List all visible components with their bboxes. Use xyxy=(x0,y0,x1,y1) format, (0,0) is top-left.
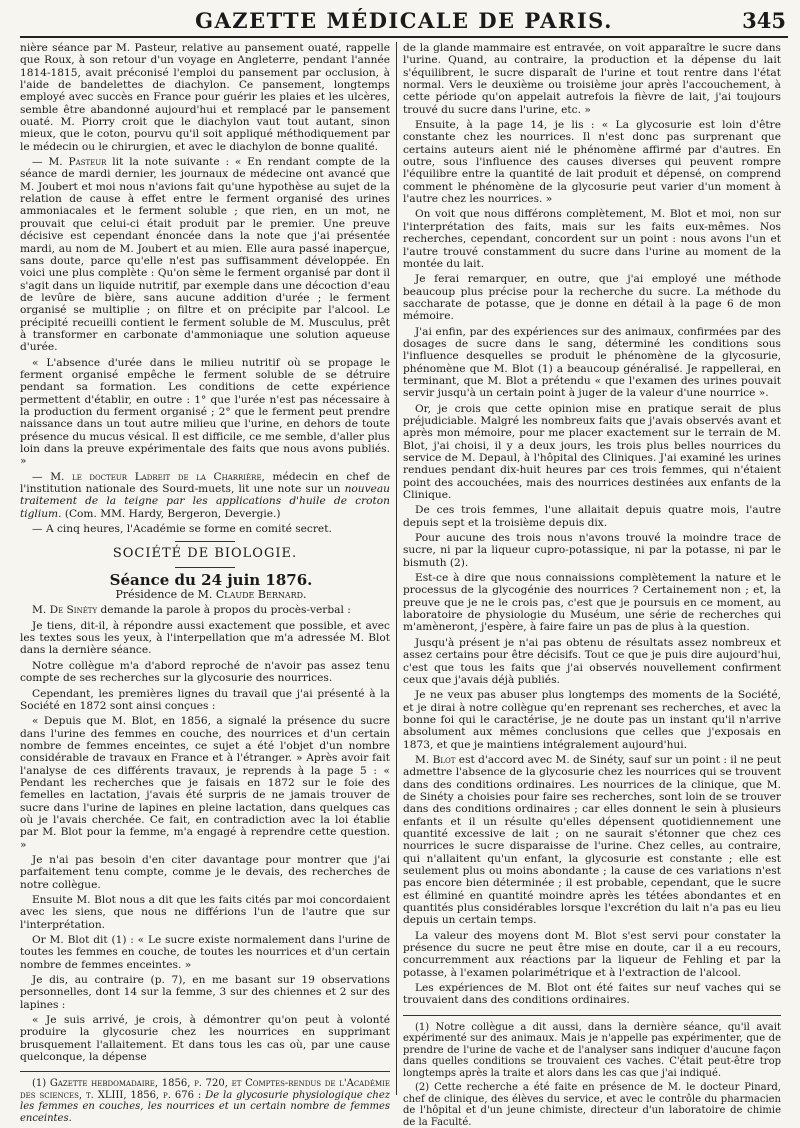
paragraph: Je n'ai pas besoin d'en citer davantage pour montrer que j'ai parfaitement tenu compte, comme je le devais, des recherches de notre collègue. xyxy=(20,853,390,891)
paragraph: De ces trois femmes, l'une allaitait depuis quatre mois, l'autre depuis sept et la troisième depuis dix. xyxy=(403,504,781,529)
paragraph: J'ai enfin, par des expériences sur des animaux, confirmées par des dosages de sucre dans le sang, déterminé les conditions sous l'influence desquelles se produit le phénomène de la glycosurie, phénomène que M. Blot (1) a beaucoup généralisé. Je rappellerai, en terminant, que M. Blot a prétendu « que l'examen des urines pouvait servir jusqu'à un certain point à juger de la valeur d'une nourrice ». xyxy=(403,325,781,400)
section-rule xyxy=(175,541,235,542)
presidence-line xyxy=(20,589,390,601)
presidence-text: Présidence de M. xyxy=(115,588,216,602)
paragraph xyxy=(20,156,390,354)
paragraph-text: (Com. MM. Hardy, Bergeron, Devergie.) xyxy=(61,507,281,520)
paragraph: Est-ce à dire que nous connaissions complètement la nature et le processus de la glycogénie des nourrices ? Certainement non ; et, la preuve que je ne le crois pas, c'est que je poursuis en ce moment, au laboratoire de physiologie du Muséum, une série de recherches qui m'amèneront, j'espère, à faire faire un pas de plus à la question. xyxy=(403,572,781,634)
president-name: Claude Bernard. xyxy=(215,588,307,602)
footnote-italic: De la glycosurie physiologique chez les femmes en couches, les nourrices et un certain nombre de femmes enceintes. xyxy=(20,1089,390,1124)
paragraph xyxy=(20,604,390,616)
paragraph-text: est d'accord avec M. de Sinéty, sauf sur un point : il ne peut admettre l'absence de la glycosurie chez les nourrices qui se trouvent dans des conditions ordinaires. Les nourrices de la clinique, que M. de Sinéty a choisies pour faire ses recherches, sont loin de se trouver dans des conditions ordinaires ; car elles donnent le sein à plusieurs enfants et il un résulte qu'elles dépensent quotidiennement une quantité excessive de lait ; on ne saurait s'étonner que chez ces nourrices le sucre disparaisse de l'urine. Chez celles, au contraire, qui n'allaitent qu'un enfant, la glycosurie est constante ; elle est seulement plus ou moins abondante ; la cause de ces variations n'est pas encore bien déterminée ; il est probable, cependant, que le sucre est éliminé en quantité moindre après les tétées abondantes et en quantités plus considérables lorsque l'excrétion du lait n'a pas eu lieu depuis un certain temps. xyxy=(403,753,782,927)
speaker-name: M. Blot xyxy=(415,753,456,766)
paragraph: Les expériences de M. Blot ont été faites sur neuf vaches qui se trouvaient dans des conditions ordinaires. xyxy=(403,982,781,1007)
italic-title: nouveau traitement de la teigne par les applications d'huile de croton tiglium. xyxy=(20,483,390,520)
paragraph: « Depuis que M. Blot, en 1856, a signalé la présence du sucre dans l'urine des femmes en couche, des nourrices et d'un certain nombre de femmes enceintes, ce sujet a été l'objet d'un nombre considérable de travaux en France et à l'étranger. » Après avoir fait l'analyse de ces différents travaux, je reprends à la page 5 : « Pendant les recherches que je faisais en 1872 sur le foie des femelles en lactation, j'avais été surpris de ne jamais trouver de sucre dans l'urine de lapines en pleine lactation, dans quelques cas où je l'avais cherchée. Ce fait, en contradiction avec la loi établie par M. Blot pour la femme, m'a engagé à reprendre cette question. » xyxy=(20,715,390,851)
page-header xyxy=(20,6,788,38)
speaker-name: M. De Sinéty xyxy=(32,604,98,617)
seance-title: Séance du 24 juin 1876. xyxy=(109,570,313,589)
section-rule xyxy=(175,567,235,568)
paragraph: « L'absence d'urée dans le milieu nutritif où se propage le ferment organisé empêche le ferment soluble de se détruire pendant sa formation. Les conditions de cette expérience permettent d'établir, en outre : 1° que l'urée n'est pas nécessaire à la production du ferment organisé ; 2° que le ferment peut prendre naissance dans un tout autre milieu que l'urine, en dehors de toute présence du mucus vésical. Il est difficile, ce me semble, d'aller plus loin dans la preuve expérimentale des faits que nous avons publiés. » xyxy=(20,356,390,468)
paragraph: Notre collègue m'a d'abord reproché de n'avoir pas assez tenu compte de ses recherches sur la glycosurie des nourrices. xyxy=(20,659,390,685)
paragraph: nière séance par M. Pasteur, relative au pansement ouaté, rappelle que Roux, à son retour d'un voyage en Angleterre, pendant l'année 1814-1815, avait préconisé l'emploi du pansement par occlusion, à l'aide de bandelettes de diachylon. Ce pansement, longtemps employé avec succès en France pour guérir les plaies et les ulcères, semble être abandonné aujourd'hui et remplacé par le pansement ouaté. M. Piorry croit que le diachylon vaut tout autant, sinon mieux, que le coton, pourvu qu'il soit appliqué méthodiquement par le médecin ou le chirurgien, et avec le diachylon de bonne qualité. xyxy=(20,42,390,153)
footnote-text: (1) Gazette hebdomadaire, 1856, p. 720, et Comptes-rendus de l'Académie des sciences, t. XLIII, 1856, p. 676 : xyxy=(20,1078,390,1101)
paragraph xyxy=(403,754,781,927)
footnote-separator xyxy=(403,1015,781,1016)
paragraph: Or, je crois que cette opinion mise en pratique serait de plus préjudiciable. Malgré les nombreux faits que j'avais observés avant et après mon mémoire, pour me placer exactement sur le terrain de M. Blot, j'ai choisi, il y a deux jours, les trois plus belles nourrices du service de M. Depaul, à l'hôpital des Cliniques. J'ai examiné les urines rendues pendant dix-huit heures par ces trois femmes, qui n'étaient point des accouchées, mais des nourrices destinées aux enfants de la Clinique. xyxy=(403,402,781,502)
column-divider xyxy=(396,42,397,1095)
paragraph: de la glande mammaire est entravée, on voit apparaître le sucre dans l'urine. Quand, au contraire, la production et la dépense du lait s'équilibrent, le sucre disparaît de l'urine et tout rentre dans l'état normal. Vers le deuxième ou troisième jour après l'accouchement, à cette période qu'on appelait autrefois la fièvre de lait, j'ai toujours trouvé du sucre dans l'urine, etc. » xyxy=(403,42,781,116)
paragraph: Or M. Blot dit (1) : « Le sucre existe normalement dans l'urine de toutes les femmes en couche, de toutes les nourrices et d'un certain nombre de femmes enceintes. » xyxy=(20,934,390,971)
paragraph: « Je suis arrivé, je crois, à démontrer qu'on peut à volonté produire la glycosurie chez les nourrices en supprimant brusquement l'allaitement. Et dans tous les cas où, par une cause quelconque, la dépense xyxy=(20,1014,390,1064)
footnote: (2) Cette recherche a été faite en présence de M. le docteur Pinard, chef de clinique, des élèves du service, et avec le contrôle du pharmacien de l'hôpital et d'un jeune chimiste, directeur d'un laboratoire de chimie de la Faculté. xyxy=(403,1082,781,1128)
speaker-name: — M. Pasteur xyxy=(32,156,107,169)
paragraph: Je ferai remarquer, en outre, que j'ai employé une méthode beaucoup plus précise pour la recherche du sucre. La méthode du saccharate de potasse, que je donne en détail à la page 6 de mon mémoire. xyxy=(403,273,781,323)
paragraph xyxy=(20,471,390,520)
left-column xyxy=(20,42,390,1124)
paragraph: On voit que nous différons complètement, M. Blot et moi, non sur l'interprétation des faits, mais sur les faits eux-mêmes. Nos recherches, cependant, concordent sur un point : nous avons l'un et l'autre trouvé constamment du sucre dans l'urine au moment de la montée du lait. xyxy=(403,208,781,270)
journal-title: GAZETTE MÉDICALE DE PARIS. xyxy=(195,8,613,33)
section-title: SOCIÉTÉ DE BIOLOGIE. xyxy=(112,546,298,562)
paragraph-text: médecin en chef de l'institution nationale des Sourd-muets, lit une note sur un xyxy=(20,470,390,496)
paragraph: Je tiens, dit-il, à répondre aussi exactement que possible, et avec les textes sous les yeux, à l'interpellation que m'a adressée M. Blot dans la dernière séance. xyxy=(20,619,390,657)
paragraph: — A cinq heures, l'Académie se forme en comité secret. xyxy=(32,523,332,536)
paragraph: Pour aucune des trois nous n'avons trouvé la moindre trace de sucre, ni par la liqueur cupro-potassique, ni par la potasse, ni par le bismuth (2). xyxy=(403,532,781,569)
paragraph: La valeur des moyens dont M. Blot s'est servi pour constater la présence du sucre ne peut être mise en doute, car il a eu recours, concurremment aux réactions par la liqueur de Fehling et par la potasse, à l'examen polarimétrique et à l'extraction de l'alcool. xyxy=(403,929,781,979)
paragraph: Je ne veux pas abuser plus longtemps des moments de la Société, et je dirai à notre collègue qu'en reprenant ses recherches, et avec la bonne foi qui le caractérise, je ne doute pas un instant qu'il n'arrive absolument aux mêmes conclusions que celles que j'exposais en 1873, et que je maintiens intégralement aujourd'hui. xyxy=(403,689,781,751)
paragraph: Jusqu'à présent je n'ai pas obtenu de résultats assez nombreux et assez certains pour être décisifs. Tout ce que je puis dire aujourd'hui, c'est que tous les faits que j'ai observés nouvellement confirment ceux que j'avais déjà publiés. xyxy=(403,636,781,686)
speaker-name: — M. le docteur Ladreit de la Charrière, xyxy=(32,470,265,483)
footnote: (1) Notre collègue a dit aussi, dans la dernière séance, qu'il avait expérimenté sur des animaux. Mais je n'appelle pas expérimenter, que de prendre de l'urine de vache et de l'analyser sans indiquer d'aucune façon dans quelles conditions se trouvaient ces vaches. C'était peut-être trop longtemps après la traite et alors dans les cas que j'ai indiqué. xyxy=(403,1021,781,1079)
footnote xyxy=(20,1078,390,1124)
paragraph-text: demande la parole à propos du procès-verbal : xyxy=(97,604,351,617)
right-column xyxy=(403,42,782,1128)
paragraph: Cependant, les premières lignes du travail que j'ai présenté à la Société en 1872 sont ainsi conçues : xyxy=(20,687,390,712)
paragraph: Je dis, au contraire (p. 7), en me basant sur 19 observations personnelles, dont 14 sur la femme, 3 sur des chiennes et 2 sur des lapines : xyxy=(20,974,390,1011)
paragraph-text: lit la note suivante : « En rendant compte de la séance de mardi dernier, les journaux de médecine ont avancé que M. Joubert et moi nous n'avions fait qu'une hypothèse au sujet de la relation de cause à effet entre le ferment organisé des urines ammoniacales et le ferment soluble ; que rien, en un mot, ne prouvait que celui-ci était produit par le premier. Une preuve décisive est cependant énoncée dans la note que j'ai présentée mardi, au nom de M. Joubert et au mien. Elle aura passé inaperçue, sans doute, parce qu'elle n'est pas suffisamment développée. En voici une plus complète : Qu'on sème le ferment organisé par dont il s'agit dans un liquide nutritif, par exemple dans une décoction d'eau de levûre de bière, sans aucune addition d'urée ; le ferment organisé se multiplie ; on filtre et on précipite par l'alcool. Le précipité recueilli contient le ferment soluble de M. Musculus, prêt à transformer en carbonate d'ammoniaque une solution aqueuse d'urée. xyxy=(20,156,390,354)
page-number: 345 xyxy=(742,8,786,33)
paragraph: Ensuite M. Blot nous a dit que les faits cités par moi concordaient avec les siens, que nous ne différions l'un de l'autre que sur l'interprétation. xyxy=(20,894,390,931)
footnote-separator xyxy=(20,1071,390,1072)
paragraph: Ensuite, à la page 14, je lis : « La glycosurie est loin d'être constante chez les nourrices. Il n'est donc pas surprenant que certains auteurs aient nié le phénomène affirmé par d'autres. En outre, sous l'influence des causes diverses qui peuvent rompre l'équilibre entre la quantité de lait produit et dépensé, on comprend comment le phénomène de la glycosurie peut varier d'un moment à l'autre chez les nourrices. » xyxy=(403,119,781,206)
